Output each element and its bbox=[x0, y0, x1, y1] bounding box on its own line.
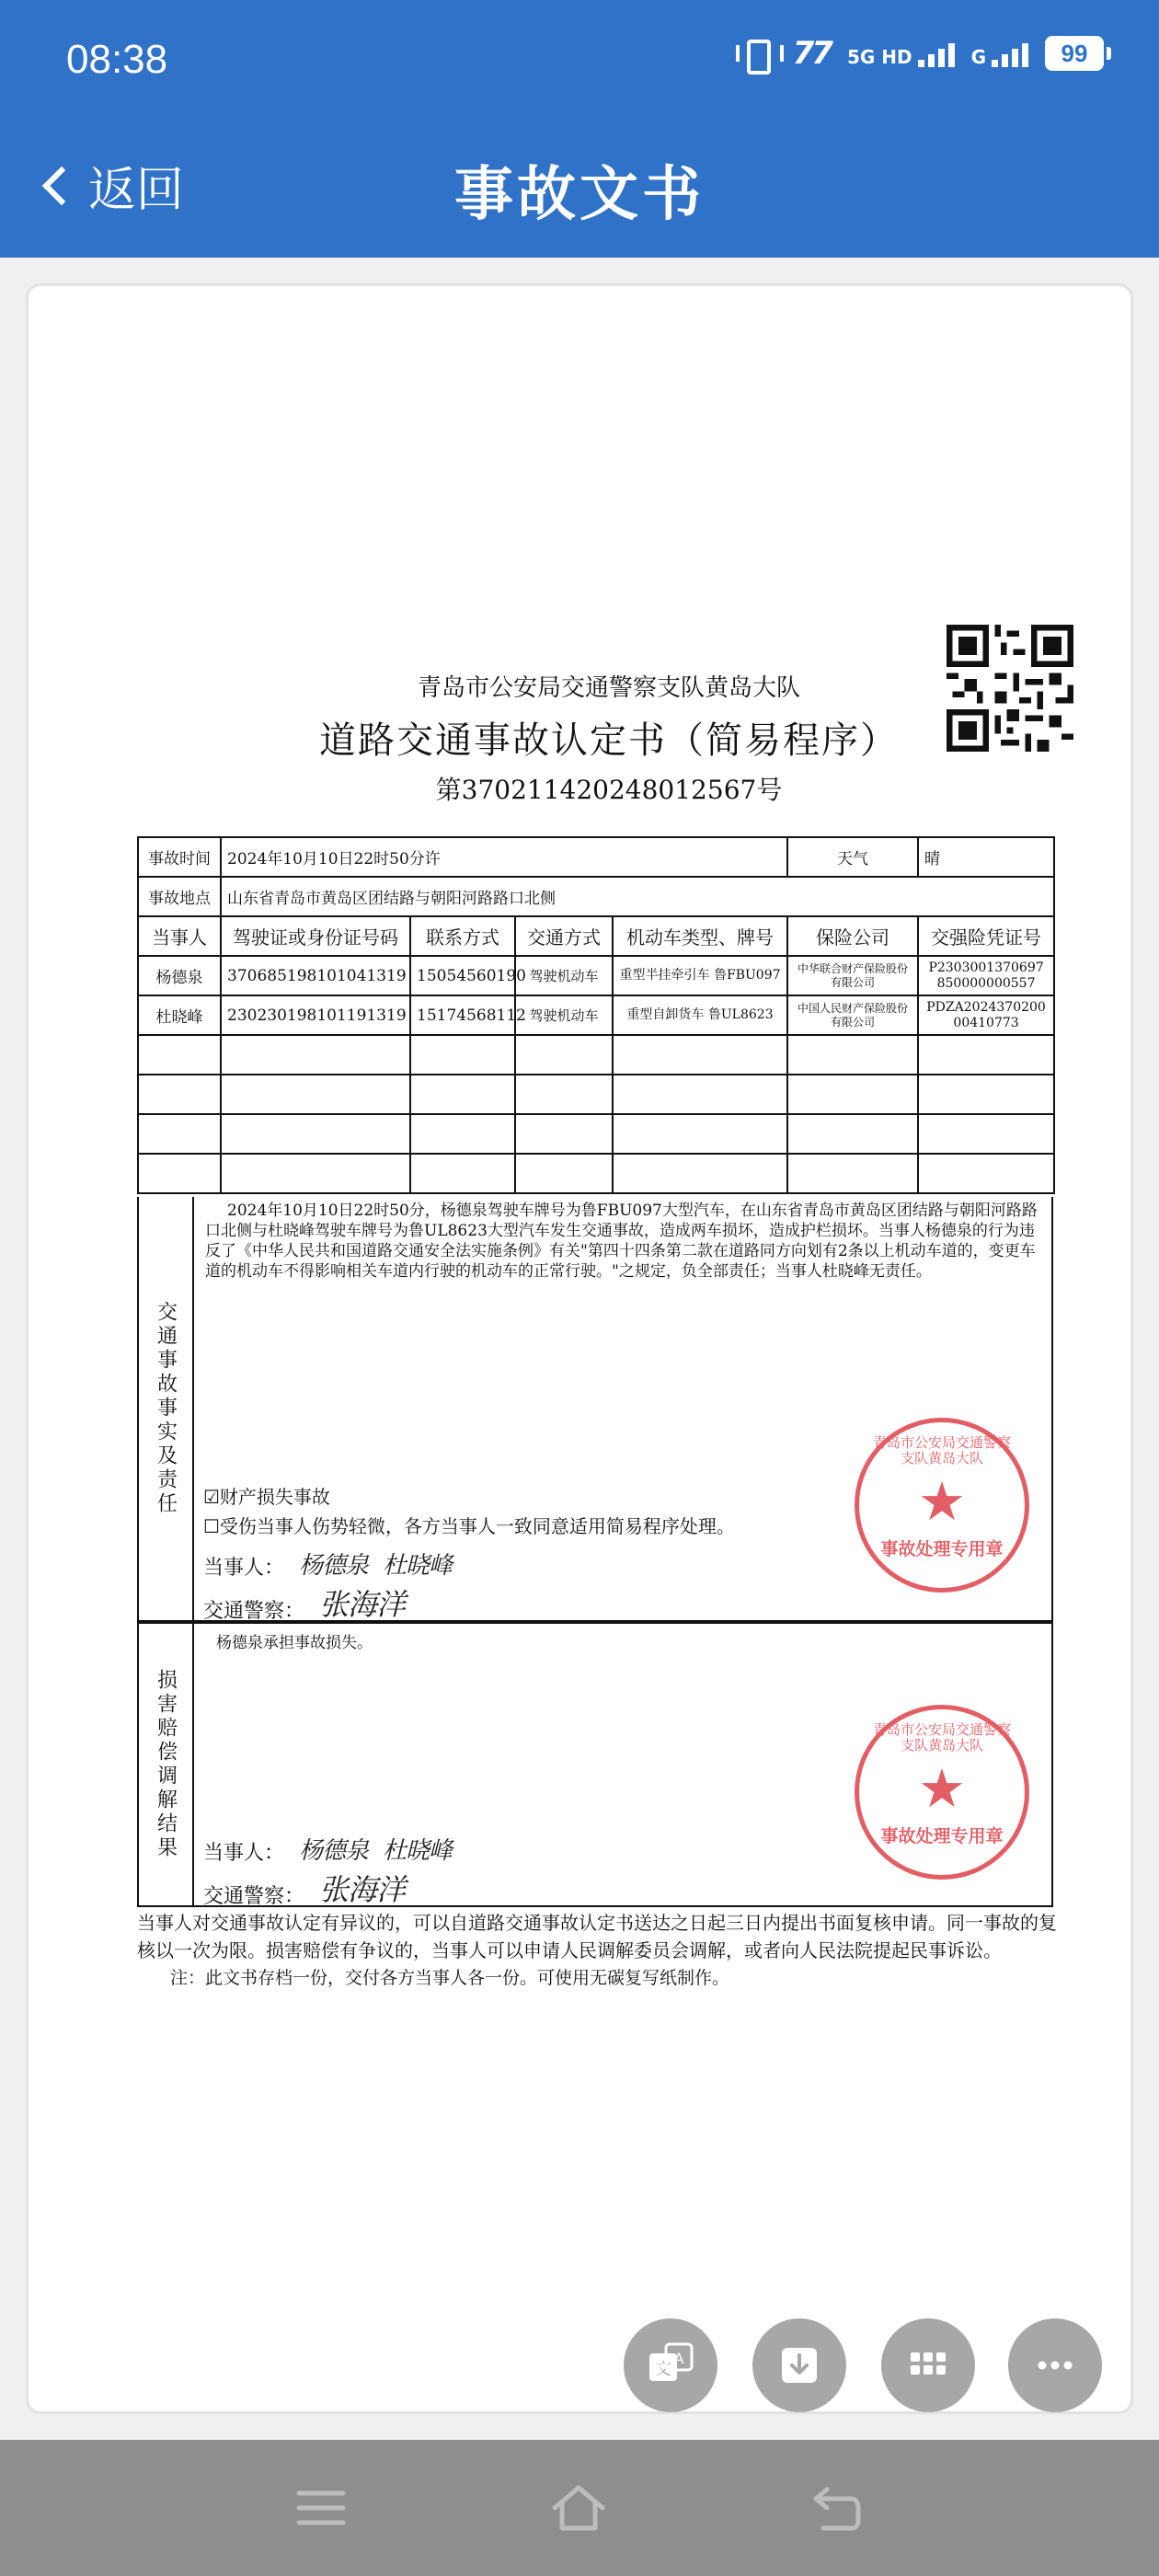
signal-g-icon: G bbox=[971, 40, 1028, 67]
accident-info-table bbox=[137, 836, 1055, 1194]
facts-label: 交通事故事实及责任 bbox=[154, 1301, 178, 1516]
nav-back-button[interactable] bbox=[804, 2478, 868, 2537]
table-row bbox=[138, 1035, 1054, 1075]
official-seal: 青岛市公安局交通警察支队黄岛大队 ★ 事故处理专用章 bbox=[855, 1705, 1029, 1880]
facts-text: 2024年10月10日22时50分，杨德泉驾驶车牌号为鲁FBU097大型汽车，在山东省青岛市黄岛区团结路与朝阳河路路口北侧与杜晓峰驾驶车牌号为鲁UL8623大型汽车发生交通事故，造成两车损坏，造成护栏损坏。当事人杨德泉的行为违反了《中华人民共和国道路交通安全法实施条例》有关"第四十四条第二款在道路同方向划有2条以上机动车道的，变更车道的机动车不得影响相关车道内行驶的机动车的正常行驶。"之规定，负全部责任；当事人杜晓峰无责任。 bbox=[205, 1202, 1038, 1281]
star-icon: ★ bbox=[918, 1470, 966, 1533]
party-signatures-2: 当事人： 杨德泉 杜晓峰 bbox=[203, 1832, 452, 1866]
menu-icon bbox=[292, 2482, 350, 2534]
grid-view-button[interactable] bbox=[881, 2318, 975, 2412]
table-row: 事故地点 山东省青岛市黄岛区团结路与朝阳河路路口北侧 bbox=[138, 877, 1054, 916]
svg-text:A: A bbox=[673, 2350, 684, 2367]
property-damage-check: ☑财产损失事故 bbox=[203, 1486, 330, 1508]
injury-check: ☐受伤当事人伤势轻微，各方当事人一致同意适用简易程序处理。 bbox=[203, 1515, 735, 1537]
star-icon: ★ bbox=[918, 1757, 966, 1820]
table-row bbox=[138, 1114, 1054, 1154]
home-icon bbox=[549, 2482, 608, 2534]
facts-section bbox=[137, 1197, 1053, 1622]
table-row bbox=[138, 1075, 1054, 1114]
document-viewer[interactable] bbox=[26, 283, 1133, 2414]
grid-icon bbox=[903, 2340, 953, 2390]
status-time: 08:38 bbox=[66, 37, 168, 82]
archive-note: 注：此文书存档一份，交付各方当事人各一份。可使用无碳复写纸制作。 bbox=[170, 1968, 730, 1988]
party-signatures: 当事人： 杨德泉 杜晓峰 bbox=[203, 1547, 452, 1581]
signature-party-2: 杜晓峰 bbox=[383, 1837, 453, 1865]
table-header-row: 当事人 驾驶证或身份证号码 联系方式 交通方式 机动车类型、牌号 保险公司 交强险凭证号 bbox=[138, 916, 1054, 956]
damage-section bbox=[137, 1622, 1053, 1907]
signature-party-1: 杨德泉 bbox=[299, 1837, 369, 1865]
back-arrow-icon bbox=[807, 2482, 866, 2534]
officer-signature-line-2: 交通警察： 张海洋 bbox=[203, 1867, 405, 1909]
signature-officer: 张海洋 bbox=[319, 1872, 406, 1907]
damage-label: 损害赔偿调解结果 bbox=[154, 1669, 178, 1860]
network-speed-icon: 77 bbox=[792, 35, 831, 72]
officer-signature-line: 交通警察： 张海洋 bbox=[203, 1581, 405, 1624]
document-notes bbox=[137, 1909, 1057, 1992]
appeal-notice: 当事人对交通事故认定有异议的，可以自道路交通事故认定书送达之日起三日内提出书面复核申请。同一事故的复核以一次为限。损害赔偿有争议的，当事人可以申请人民调解委员会调解，或者向人民法院提起民事诉讼。 bbox=[137, 1912, 1057, 1961]
nav-recents-button[interactable] bbox=[289, 2478, 353, 2537]
more-button[interactable] bbox=[1008, 2318, 1102, 2412]
official-seal: 青岛市公安局交通警察支队黄岛大队 ★ 事故处理专用章 bbox=[855, 1418, 1029, 1593]
signal-5g-icon: 5G HD bbox=[847, 40, 955, 67]
back-label: 返回 bbox=[88, 163, 185, 218]
translate-icon bbox=[646, 2340, 695, 2390]
table-row: 杨德泉 370685198101041319 15054560190 驾驶机动车 重型半挂牵引车 鲁FBU097 中华联合财产保险股份有限公司 P2303001370697850000000557 bbox=[138, 956, 1054, 995]
translate-button[interactable] bbox=[624, 2318, 717, 2412]
accident-time: 2024年10月10日22时50分许 bbox=[221, 837, 787, 877]
download-button[interactable] bbox=[752, 2318, 846, 2412]
signature-party-1: 杨德泉 bbox=[299, 1552, 369, 1580]
vibrate-icon bbox=[736, 38, 776, 69]
damage-text: 杨德泉承担事故损失。 bbox=[216, 1634, 373, 1652]
signature-party-2: 杜晓峰 bbox=[383, 1552, 453, 1580]
table-row: 事故时间 2024年10月10日22时50分许 天气 晴 bbox=[138, 837, 1054, 877]
table-row bbox=[138, 1154, 1054, 1193]
battery-icon: 99 bbox=[1045, 36, 1104, 71]
nav-home-button[interactable] bbox=[546, 2478, 611, 2537]
issuing-agency: 青岛市公安局交通警察支队黄岛大队 bbox=[417, 674, 800, 702]
page-title: 事故文书 bbox=[454, 161, 705, 229]
status-icons bbox=[736, 35, 1104, 72]
accident-location: 山东省青岛市黄岛区团结路与朝阳河路路口北侧 bbox=[221, 877, 1054, 916]
more-icon bbox=[1030, 2340, 1080, 2390]
system-nav-bar bbox=[0, 2440, 1159, 2576]
document-title: 道路交通事故认定书（简易程序） bbox=[319, 719, 899, 762]
app-header bbox=[0, 0, 1159, 258]
weather: 晴 bbox=[918, 837, 1054, 877]
table-row: 杜晓峰 230230198101191319 15174568112 驾驶机动车 重型自卸货车 鲁UL8623 中国人民财产保险股份有限公司 PDZA202437020000410773 bbox=[138, 995, 1054, 1035]
download-icon bbox=[775, 2340, 824, 2390]
svg-text:文: 文 bbox=[655, 2360, 671, 2379]
signature-officer: 张海洋 bbox=[319, 1587, 406, 1622]
accident-report-document bbox=[137, 286, 1081, 2034]
document-number: 第370211420248012567号 bbox=[435, 775, 783, 805]
